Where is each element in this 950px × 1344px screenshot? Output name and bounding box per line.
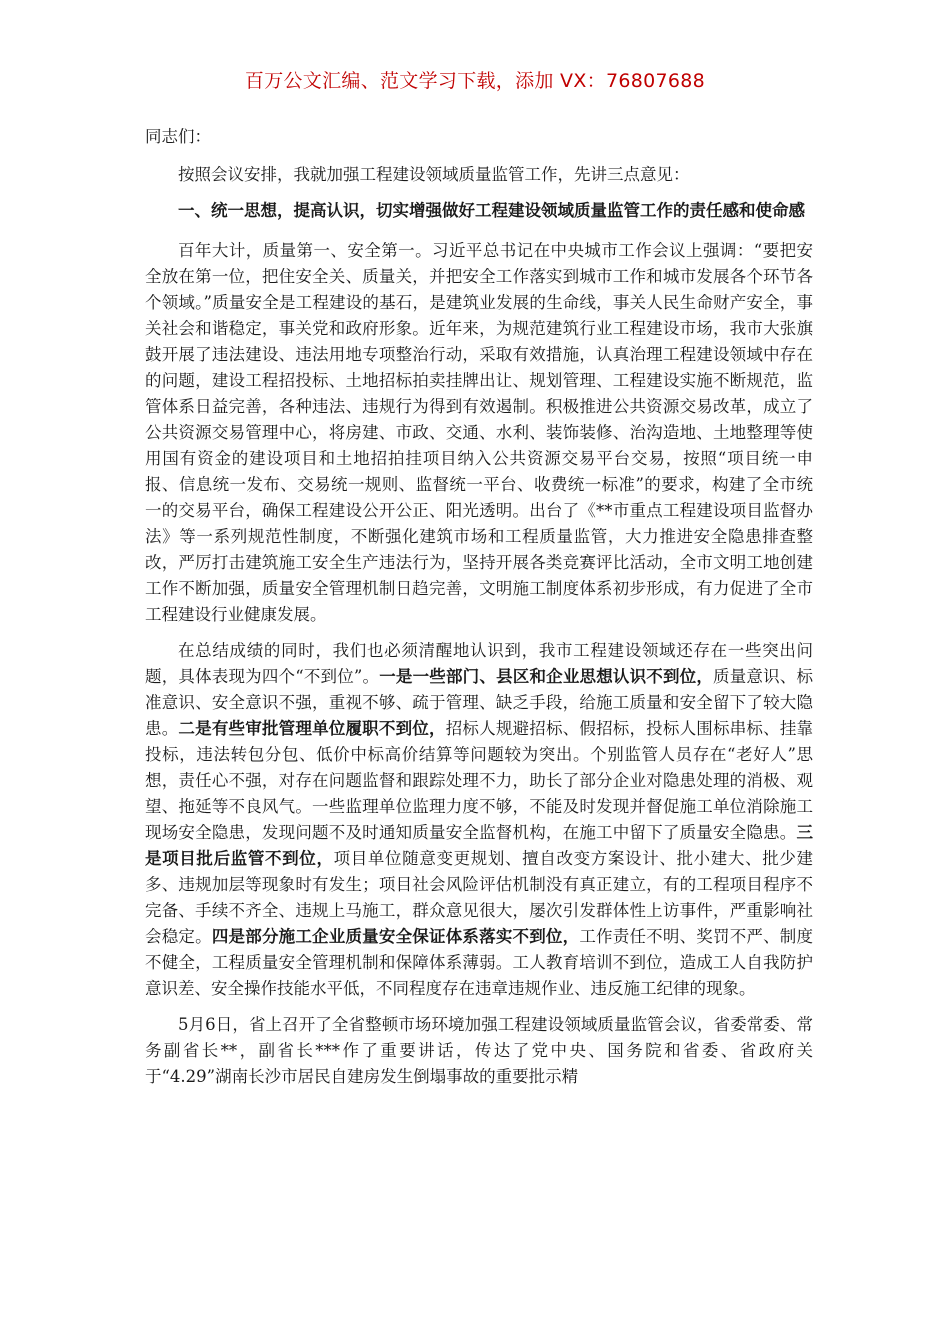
salutation: 同志们： bbox=[145, 127, 211, 146]
paragraph-provincial-meeting: 5月6日，省上召开了全省整顿市场环境加强工程建设领域质量监管会议，省委常委、常务副省长**，副省长***作了重要讲话，传达了党中央、国务院和省委、省政府关于“4.29”湖南长沙市居民自建房发生倒塌事故的重要批示精 bbox=[145, 1015, 813, 1086]
problems-text-5: 工作责任不明、奖罚不严、制度不健全，工程质量安全管理机制和保障体系薄弱。工人教育培训不到位，造成工人自我防护意识差、安全操作技能水平低，不同程度存在违章违规作业、违反施工纪律的现象。 bbox=[145, 927, 814, 998]
problem-3-bold: 三是项目批后监管不到位， bbox=[145, 823, 813, 868]
section-heading-1: 一、统一思想，提高认识，切实增强做好工程建设领域质量监管工作的责任感和使命感 bbox=[178, 201, 805, 220]
document-body bbox=[145, 124, 813, 1100]
problems-text-3: 招标人规避招标、假招标，投标人围标串标、挂靠投标，违法转包分包、低价中标高价结算等问题较为突出。个别监管人员存在“老好人”思想，责任心不强，对存在问题监督和跟踪处理不力，助长了部分企业对隐患处理的消极、观望、拖延等不良风气。一些监理单位监理力度不够，不能及时发现并督促施工单位消除施工现场安全隐患，发现问题不及时通知质量安全监督机构，在施工中留下了质量安全隐患。 bbox=[145, 719, 814, 842]
problem-1-bold: 一是一些部门、县区和企业思想认识不到位， bbox=[379, 667, 714, 686]
intro-paragraph: 按照会议安排，我就加强工程建设领域质量监管工作，先讲三点意见： bbox=[178, 165, 690, 184]
problem-2-bold: 二是有些审批管理单位履职不到位， bbox=[178, 719, 446, 738]
problems-text-2: 质量意识、标准意识、安全意识不强，重视不够、疏于管理、缺乏手段，给施工质量和安全留下了较大隐患。 bbox=[145, 667, 814, 738]
problems-text-1: 在总结成绩的同时，我们也必须清醒地认识到，我市工程建设领域还存在一些突出问题，具体表现为四个“不到位”。 bbox=[145, 641, 813, 686]
problems-text-4: 项目单位随意变更规划、擅自改变方案设计、批小建大、批少建多、违规加层等现象时有发生；项目社会风险评估机制没有真正建立，有的工程项目程序不完备、手续不齐全、违规上马施工，群众意见很大，屡次引发群体性上访事件，严重影响社会稳定。 bbox=[145, 849, 814, 946]
problem-4-bold: 四是部分施工企业质量安全保证体系落实不到位， bbox=[211, 927, 580, 946]
download-banner: 百万公文汇编、范文学习下载，添加 VX：76807688 bbox=[244, 70, 706, 92]
paragraph-achievements: 百年大计，质量第一、安全第一。习近平总书记在中央城市工作会议上强调：“要把安全放在第一位，把住安全关、质量关，并把安全工作落实到城市工作和城市发展各个环节各个领域。”质量安全是工程建设的基石，是建筑业发展的生命线，事关人民生命财产安全，事关社会和谐稳定，事关党和政府形象。近年来，为规范建筑行业工程建设市场，我市大张旗鼓开展了违法建设、违法用地专项整治行动，采取有效措施，认真治理工程建设领域中存在的问题，建设工程招投标、土地招标拍卖挂牌出让、规划管理、工程建设实施不断规范，监管体系日益完善，各种违法、违规行为得到有效遏制。积极推进公共资源交易改革，成立了公共资源交易管理中心，将房建、市政、交通、水利、装饰装修、治沟造地、土地整理等使用国有资金的建设项目和土地招拍挂项目纳入公共资源交易平台交易，按照“项目统一申报、信息统一发布、交易统一规则、监督统一平台、收费统一标准”的要求，构建了全市统一的交易平台，确保工程建设公开公正、阳光透明。出台了《**市重点工程建设项目监督办法》等一系列规范性制度，不断强化建筑市场和工程质量监管，大力推进安全隐患排查整改，严厉打击建筑施工安全生产违法行为，坚持开展各类竞赛评比活动，全市文明工地创建工作不断加强，质量安全管理机制日趋完善，文明施工制度体系初步形成，有力促进了全市工程建设行业健康发展。 bbox=[145, 241, 813, 624]
paragraph-problems bbox=[145, 638, 813, 1002]
